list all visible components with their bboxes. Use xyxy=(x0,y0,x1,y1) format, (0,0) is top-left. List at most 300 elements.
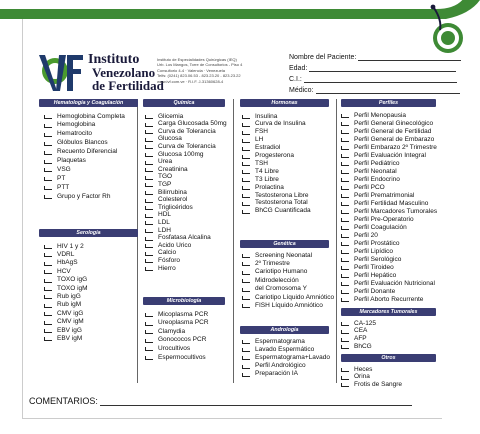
checkbox-line[interactable] xyxy=(145,252,153,256)
checkbox-line[interactable] xyxy=(341,114,349,118)
checkbox-line[interactable] xyxy=(341,338,349,342)
checkbox-line[interactable] xyxy=(341,170,349,174)
checkbox-line[interactable] xyxy=(242,254,250,258)
checkbox-line[interactable] xyxy=(242,162,250,166)
test-option-hormonas[interactable] xyxy=(242,175,279,183)
test-option-perfiles[interactable] xyxy=(341,207,437,215)
test-label: Triglicéridos xyxy=(158,203,193,211)
test-option-genetica[interactable] xyxy=(242,259,290,267)
checkbox-line[interactable] xyxy=(341,146,349,150)
test-label: HbAgS xyxy=(57,259,78,267)
checkbox-line[interactable] xyxy=(44,312,52,316)
test-label: CA-125 xyxy=(354,319,377,327)
test-label: Espermocultivos xyxy=(158,353,206,361)
patient-name-field[interactable] xyxy=(289,51,461,61)
test-option-perfiles[interactable] xyxy=(341,183,385,191)
checkbox-line[interactable] xyxy=(341,376,349,380)
test-option-hormonas[interactable] xyxy=(242,120,306,128)
test-option-perfiles[interactable] xyxy=(341,175,400,183)
checkbox-line[interactable] xyxy=(341,234,349,238)
test-option-serologia[interactable] xyxy=(44,301,81,309)
section-header-microbiologia: Microbiología xyxy=(143,297,225,305)
checkbox-line[interactable] xyxy=(145,322,153,326)
checkbox-line[interactable] xyxy=(341,210,349,214)
checkbox-line[interactable] xyxy=(341,194,349,198)
doctor-line[interactable] xyxy=(316,87,460,94)
corner-logo-icon xyxy=(416,0,480,58)
test-label: VSG xyxy=(57,165,71,173)
test-option-hematologia[interactable] xyxy=(44,121,95,129)
test-label: HCV xyxy=(57,267,71,275)
test-label: Perfil Pre-Operatorio xyxy=(354,215,414,223)
checkbox-line[interactable] xyxy=(145,138,153,142)
test-label: Perfil Neonatal xyxy=(354,167,397,175)
test-option-hormonas[interactable] xyxy=(242,191,308,199)
test-label: CMV igG xyxy=(57,309,84,317)
checkbox-line[interactable] xyxy=(341,282,349,286)
checkbox-line[interactable] xyxy=(341,250,349,254)
checkbox-line[interactable] xyxy=(44,253,52,257)
test-label: EBV igG xyxy=(57,326,82,334)
test-option-otros[interactable] xyxy=(341,380,402,388)
test-label: TOXO igM xyxy=(57,284,88,292)
test-label: Midrodelección xyxy=(255,276,299,284)
test-label: Testosterona Libre xyxy=(255,191,309,199)
test-option-hormonas[interactable] xyxy=(242,199,308,207)
checkbox-line[interactable] xyxy=(145,229,153,233)
test-label: Clamydia xyxy=(158,327,186,335)
test-option-perfiles[interactable] xyxy=(341,263,394,271)
column-divider xyxy=(336,99,337,383)
checkbox-line[interactable] xyxy=(44,115,52,119)
checkbox-line[interactable] xyxy=(145,130,153,134)
checkbox-line[interactable] xyxy=(145,206,153,210)
ci-label: C.I.: xyxy=(289,76,302,83)
test-label: Urocultivos xyxy=(158,344,191,352)
test-option-serologia[interactable] xyxy=(44,309,83,317)
test-option-hematologia[interactable] xyxy=(44,130,92,138)
comments-label: COMENTARIOS: xyxy=(29,396,98,406)
contact-line: www.ivf.com.ve · R.I.F. J-31360628-4 xyxy=(157,78,224,84)
checkbox-line[interactable] xyxy=(341,290,349,294)
test-option-hormonas[interactable] xyxy=(242,167,279,175)
checkbox-line[interactable] xyxy=(145,259,153,263)
checkbox-line[interactable] xyxy=(44,270,52,274)
test-label: Perfil Tiroideo xyxy=(354,263,394,271)
test-option-perfiles[interactable] xyxy=(341,223,407,231)
test-label: LDL xyxy=(158,218,170,226)
test-option-perfiles[interactable] xyxy=(341,231,378,239)
test-option-genetica[interactable] xyxy=(242,251,312,259)
test-option-andrologia[interactable] xyxy=(242,337,305,345)
test-option-perfiles[interactable] xyxy=(341,167,397,175)
test-label: Curva de Insulina xyxy=(255,120,306,128)
test-label: Rub igG xyxy=(57,292,81,300)
checkbox-line[interactable] xyxy=(44,329,52,333)
test-option-serologia[interactable] xyxy=(44,318,84,326)
checkbox-line[interactable] xyxy=(341,368,349,372)
test-label: Testosterona Total xyxy=(255,199,308,207)
checkbox-line[interactable] xyxy=(242,348,250,352)
test-label: Grupo y Factor Rh xyxy=(57,192,111,200)
checkbox-line[interactable] xyxy=(341,130,349,134)
test-option-andrologia[interactable] xyxy=(242,353,330,361)
checkbox-line[interactable] xyxy=(145,123,153,127)
checkbox-line[interactable] xyxy=(242,262,250,266)
checkbox-line[interactable] xyxy=(242,115,250,119)
test-label: Perfil Prematrimonial xyxy=(354,191,415,199)
test-option-serologia[interactable] xyxy=(44,267,71,275)
contact-line: Telfs: (0241) 823.06.53 - 823.23.20 - 823.23.22 xyxy=(157,73,241,79)
test-label: HDL xyxy=(158,211,172,219)
checkbox-line[interactable] xyxy=(44,304,52,308)
test-label: CEA xyxy=(354,327,368,335)
test-label: Cariotipo Humano xyxy=(255,268,308,276)
test-option-microbiologia[interactable] xyxy=(145,353,206,361)
checkbox-line[interactable] xyxy=(44,142,52,146)
age-line[interactable] xyxy=(309,65,456,72)
test-option-hematologia[interactable] xyxy=(44,192,110,200)
test-label: Colesterol xyxy=(158,196,188,204)
test-label: HIV 1 y 2 xyxy=(57,242,84,250)
checkbox-line[interactable] xyxy=(242,131,250,135)
doctor-field[interactable] xyxy=(289,84,460,94)
checkbox-line[interactable] xyxy=(341,298,349,302)
age-field[interactable] xyxy=(289,62,456,72)
test-option-marcadores[interactable] xyxy=(341,335,367,343)
test-label: Carga Glucosada 50mg xyxy=(158,120,227,128)
checkbox-line[interactable] xyxy=(242,279,250,283)
checkbox-line[interactable] xyxy=(145,145,153,149)
test-label: Perfil Donante xyxy=(354,287,396,295)
top-green-band xyxy=(0,9,442,19)
contact-line: Urb. Los Mangos, Torre de Consultorios - Piso 4 xyxy=(157,62,243,68)
doctor-label: Médico: xyxy=(289,87,314,94)
logo-text xyxy=(88,53,164,92)
test-option-genetica[interactable] xyxy=(242,276,299,284)
checkbox-line[interactable] xyxy=(44,245,52,249)
checkbox-line[interactable] xyxy=(242,139,250,143)
test-label: Cariotipo Líquido Amniótico xyxy=(255,293,335,301)
test-option-microbiologia[interactable] xyxy=(145,319,209,327)
test-option-perfiles[interactable] xyxy=(341,119,433,127)
checkbox-line[interactable] xyxy=(44,337,52,341)
test-label: Perfil 20 xyxy=(354,231,378,239)
checkbox-line[interactable] xyxy=(341,226,349,230)
test-label: Espermatograma+Lavado xyxy=(255,353,330,361)
checkbox-line[interactable] xyxy=(242,340,250,344)
test-option-marcadores[interactable] xyxy=(341,319,376,327)
checkbox-line[interactable] xyxy=(145,168,153,172)
test-label: Screening Neonatal xyxy=(255,251,313,259)
test-option-hematologia[interactable] xyxy=(44,157,86,165)
checkbox-line[interactable] xyxy=(242,202,250,206)
test-option-hormonas[interactable] xyxy=(242,159,268,167)
test-label: Perfil Evaluación Nutricional xyxy=(354,279,435,287)
test-label: Perfil Serológico xyxy=(354,255,402,263)
test-label: Rub igM xyxy=(57,301,82,309)
checkbox-line[interactable] xyxy=(145,176,153,180)
section-header-andrologia: Andrología xyxy=(240,326,329,334)
checkbox-line[interactable] xyxy=(44,151,52,155)
test-option-marcadores[interactable] xyxy=(341,327,367,335)
column-divider xyxy=(137,99,138,383)
checkbox-line[interactable] xyxy=(341,186,349,190)
test-option-perfiles[interactable] xyxy=(341,143,437,151)
checkbox-line[interactable] xyxy=(242,271,250,275)
test-label: LDH xyxy=(158,226,172,234)
checkbox-line[interactable] xyxy=(341,138,349,142)
checkbox-line[interactable] xyxy=(44,279,52,283)
patient-name-label: Nombre del Paciente: xyxy=(289,54,357,61)
checkbox-line[interactable] xyxy=(341,242,349,246)
test-label: T4 Libre xyxy=(255,167,279,175)
checkbox-line[interactable] xyxy=(44,124,52,128)
test-option-hormonas[interactable] xyxy=(242,183,284,191)
test-option-perfiles[interactable] xyxy=(341,111,406,119)
checkbox-line[interactable] xyxy=(44,133,52,137)
test-option-hematologia[interactable] xyxy=(44,183,69,191)
checkbox-line[interactable] xyxy=(341,274,349,278)
test-label: LH xyxy=(255,136,264,144)
checkbox-line[interactable] xyxy=(242,296,250,300)
checkbox-line[interactable] xyxy=(242,210,250,214)
checkbox-line[interactable] xyxy=(145,339,153,343)
test-option-hormonas[interactable] xyxy=(242,128,268,136)
test-option-hematologia[interactable] xyxy=(44,139,108,147)
contact-line: Instituto de Especialidades Quirúrgicas (IEQ) xyxy=(157,57,237,62)
checkbox-line[interactable] xyxy=(242,123,250,127)
test-option-serologia[interactable] xyxy=(44,259,78,267)
test-label: Perfil General de Embarazo xyxy=(354,135,435,143)
test-label: Perfil Lipídico xyxy=(354,247,394,255)
test-option-andrologia[interactable] xyxy=(242,362,306,370)
test-label: Glucosa xyxy=(158,135,182,143)
test-label: BhCG xyxy=(354,342,372,350)
test-option-hematologia[interactable] xyxy=(44,174,65,182)
test-option-genetica[interactable] xyxy=(242,268,307,276)
checkbox-line[interactable] xyxy=(145,115,153,119)
checkbox-line[interactable] xyxy=(44,195,52,199)
test-label: Glicemia xyxy=(158,112,184,120)
test-option-perfiles[interactable] xyxy=(341,295,423,303)
checkbox-line[interactable] xyxy=(44,177,52,181)
checkbox-line[interactable] xyxy=(242,288,250,292)
test-option-perfiles[interactable] xyxy=(341,135,434,143)
logo-line-1: Instituto xyxy=(88,52,140,67)
test-label: Progesterona xyxy=(255,152,295,159)
test-option-microbiologia[interactable] xyxy=(145,310,208,318)
test-option-serologia[interactable] xyxy=(44,292,81,300)
checkbox-line[interactable] xyxy=(44,160,52,164)
test-option-perfiles[interactable] xyxy=(341,159,400,167)
test-option-hematologia[interactable] xyxy=(44,165,71,173)
checkbox-line[interactable] xyxy=(145,347,153,351)
checkbox-line[interactable] xyxy=(341,218,349,222)
test-label: Perfil Pediátrico xyxy=(354,159,400,167)
checkbox-line[interactable] xyxy=(145,153,153,157)
checkbox-line[interactable] xyxy=(242,155,250,159)
comments-line[interactable] xyxy=(100,398,412,406)
checkbox-line[interactable] xyxy=(341,258,349,262)
test-option-perfiles[interactable] xyxy=(341,215,414,223)
patient-name-line[interactable] xyxy=(358,54,461,61)
contact-line: Consultorio 4-4 · Valencia · Venezuela xyxy=(157,67,225,73)
checkbox-line[interactable] xyxy=(44,168,52,172)
test-label: Fosfatasa Alcalina xyxy=(158,234,211,242)
checkbox-line[interactable] xyxy=(145,214,153,218)
checkbox-line[interactable] xyxy=(341,266,349,270)
checkbox-line[interactable] xyxy=(341,345,349,349)
section-header-hematologia: Hematología y Coagulación xyxy=(39,99,138,107)
test-option-hormonas[interactable] xyxy=(242,112,277,120)
test-option-perfiles[interactable] xyxy=(341,127,431,135)
checkbox-line[interactable] xyxy=(44,321,52,325)
checkbox-line[interactable] xyxy=(145,313,153,317)
checkbox-line[interactable] xyxy=(145,244,153,248)
checkbox-line[interactable] xyxy=(242,304,250,308)
checkbox-line[interactable] xyxy=(145,161,153,165)
test-option-perfiles[interactable] xyxy=(341,271,396,279)
test-label: Curva de Tolerancia xyxy=(158,142,216,150)
checkbox-line[interactable] xyxy=(145,330,153,334)
checkbox-line[interactable] xyxy=(341,202,349,206)
test-label: TGP xyxy=(158,180,172,188)
test-label: VDRL xyxy=(57,250,75,258)
comments-field[interactable] xyxy=(29,396,412,406)
checkbox-line[interactable] xyxy=(145,183,153,187)
test-option-perfiles[interactable] xyxy=(341,191,414,199)
checkbox-line[interactable] xyxy=(242,365,250,369)
section-header-genetica: Genética xyxy=(240,240,329,248)
test-label: del Cromosoma Y xyxy=(255,285,307,293)
checkbox-line[interactable] xyxy=(145,237,153,241)
checkbox-line[interactable] xyxy=(44,262,52,266)
ci-line[interactable] xyxy=(304,76,457,83)
test-option-andrologia[interactable] xyxy=(242,345,314,353)
test-label: Micoplasma PCR xyxy=(158,310,209,318)
age-label: Edad: xyxy=(289,65,308,72)
test-option-serologia[interactable] xyxy=(44,250,74,258)
test-label: Ureoplasma PCR xyxy=(158,319,209,327)
checkbox-line[interactable] xyxy=(341,178,349,182)
checkbox-line[interactable] xyxy=(242,178,250,182)
test-label: Perfil Hepático xyxy=(354,271,397,279)
test-option-genetica[interactable] xyxy=(242,301,323,309)
test-option-hormonas[interactable] xyxy=(242,144,280,152)
test-label: Perfil Prostático xyxy=(354,239,400,247)
test-label: Lavado Espermático xyxy=(255,345,315,353)
test-label: Perfil PCO xyxy=(354,183,385,191)
test-option-genetica[interactable] xyxy=(242,293,334,301)
test-label: Perfil Embarazo 2º Trimestre xyxy=(354,143,437,151)
test-option-hormonas[interactable] xyxy=(242,152,294,160)
checkbox-line[interactable] xyxy=(44,295,52,299)
test-option-perfiles[interactable] xyxy=(341,151,426,159)
test-label: 2º Trimestre xyxy=(255,259,290,267)
checkbox-line[interactable] xyxy=(242,373,250,377)
test-option-hematologia[interactable] xyxy=(44,112,125,120)
checkbox-line[interactable] xyxy=(242,194,250,198)
test-label: Frotis de Sangre xyxy=(354,380,403,388)
test-option-quimica[interactable] xyxy=(145,264,176,272)
test-label: Espermatograma xyxy=(255,337,305,345)
logo-line-3: de Fertilidad xyxy=(92,78,164,93)
checkbox-line[interactable] xyxy=(145,199,153,203)
test-option-serologia[interactable] xyxy=(44,326,82,334)
checkbox-line[interactable] xyxy=(242,147,250,151)
checkbox-line[interactable] xyxy=(44,186,52,190)
test-label: CMV igM xyxy=(57,318,84,326)
test-label: Glucosa 100mg xyxy=(158,150,204,158)
test-option-serologia[interactable] xyxy=(44,276,87,284)
checkbox-line[interactable] xyxy=(145,267,153,271)
test-option-perfiles[interactable] xyxy=(341,247,393,255)
checkbox-line[interactable] xyxy=(145,191,153,195)
test-label: Perfil Coagulación xyxy=(354,223,407,231)
test-label: Plaquetas xyxy=(57,157,86,164)
test-option-microbiologia[interactable] xyxy=(145,327,185,335)
checkbox-line[interactable] xyxy=(242,186,250,190)
checkbox-line[interactable] xyxy=(145,221,153,225)
test-option-perfiles[interactable] xyxy=(341,239,400,247)
test-label: Fósforo xyxy=(158,256,181,264)
test-label: Prolactina xyxy=(255,183,284,191)
test-label: FSH xyxy=(255,128,268,136)
test-label: Glóbulos Blancos xyxy=(57,139,108,147)
test-option-perfiles[interactable] xyxy=(341,279,435,287)
test-option-microbiologia[interactable] xyxy=(145,336,206,344)
test-label: Perfil Marcadores Tumorales xyxy=(354,207,438,215)
checkbox-line[interactable] xyxy=(145,356,153,360)
test-option-andrologia[interactable] xyxy=(242,370,298,378)
test-option-marcadores[interactable] xyxy=(341,342,372,350)
test-option-genetica[interactable] xyxy=(242,285,307,293)
test-option-hormonas[interactable] xyxy=(242,136,263,144)
test-option-microbiologia[interactable] xyxy=(145,344,190,352)
test-label: Perfil Evaluación Integral xyxy=(354,151,426,159)
checkbox-line[interactable] xyxy=(341,383,349,387)
checkbox-line[interactable] xyxy=(242,356,250,360)
section-header-marcadores: Marcadores Tumorales xyxy=(341,308,436,316)
test-option-perfiles[interactable] xyxy=(341,287,395,295)
section-header-otros: Otros xyxy=(341,354,436,362)
test-option-hematologia[interactable] xyxy=(44,148,117,156)
test-label: Calcio xyxy=(158,249,177,257)
test-option-serologia[interactable] xyxy=(44,334,82,342)
checkbox-line[interactable] xyxy=(44,287,52,291)
checkbox-line[interactable] xyxy=(341,330,349,334)
test-label: Hemoglobina Completa xyxy=(57,112,125,120)
test-option-serologia[interactable] xyxy=(44,242,84,250)
test-option-perfiles[interactable] xyxy=(341,199,428,207)
checkbox-line[interactable] xyxy=(341,322,349,326)
ci-field[interactable] xyxy=(289,73,457,83)
test-label: Gonococos PCR xyxy=(158,336,207,344)
test-option-perfiles[interactable] xyxy=(341,255,401,263)
section-header-perfiles: Perfiles xyxy=(341,99,436,107)
checkbox-line[interactable] xyxy=(341,154,349,158)
checkbox-line[interactable] xyxy=(242,170,250,174)
section-header-serologia: Serología xyxy=(39,229,138,237)
test-label: Hemoglobina xyxy=(57,121,96,129)
test-option-serologia[interactable] xyxy=(44,284,88,292)
test-label: Perfil General de Fertilidad xyxy=(354,127,432,135)
test-label: Perfil Menopausia xyxy=(354,111,407,119)
checkbox-line[interactable] xyxy=(341,162,349,166)
checkbox-line[interactable] xyxy=(341,122,349,126)
test-option-hormonas[interactable] xyxy=(242,207,311,215)
